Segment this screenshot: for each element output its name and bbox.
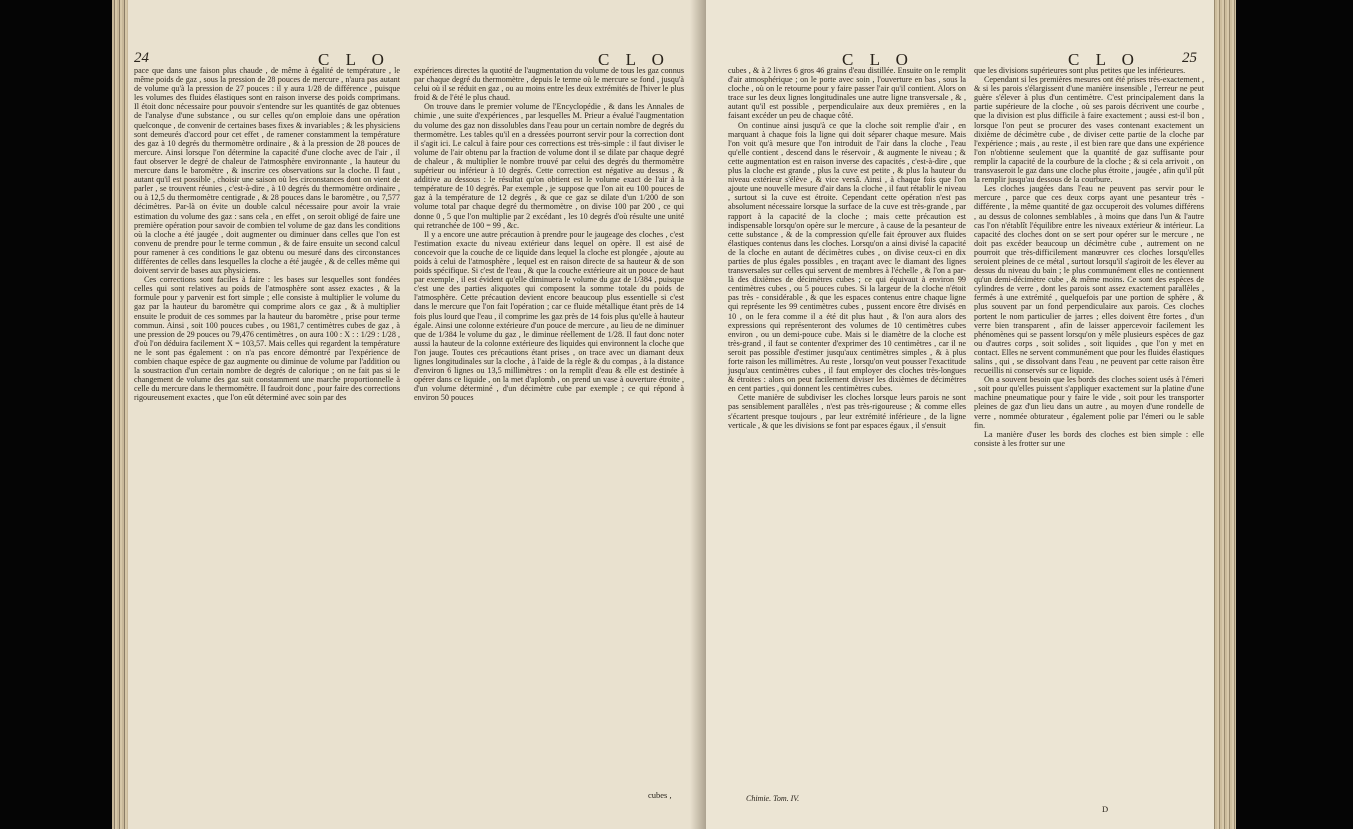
paragraph: On a souvent besoin que les bords des cloches soient usés à l'émeri , soit pour qu'elles puissent s'appliquer exactement sur la platine d'une machine pneumatique pour y faire le vide , soit pour les transporter pleines de gaz d'un lieu dans un autre , au moyen d'une rondelle de verre , nommée obturateur , également polie par l'émeri ou le sable fin. xyxy=(974,375,1204,430)
right-running-head-2: C L O xyxy=(1068,50,1140,69)
paragraph: Il y a encore une autre précaution à prendre pour le jaugeage des cloches , c'est l'estimation exacte du niveau extérieur dans lequel on opère. Il est aisé de concevoir que la couche de ce liquide dans lequel la cloche est plongée , ajoute au poids à celui de l'atmosphère , lequel est en raison directe de sa hauteur & de son poids spécifique. Si c'est de l'eau , & que la couche extérieure ait un pouce de haut par exemple , il est évident qu'elle diminuera le volume du gaz de 1/384 , puisque c'est une des parties aliquotes qui composent la somme totale du poids de l'atmosphère. Cette précaution devient encore beaucoup plus essentielle si c'est dans le mercure que l'on fait l'opération ; car ce fluide métallique étant près de 14 fois plus lourd que l'eau , il comprime les gaz près de 14 fois plus qu'elle à hauteur égale. Ainsi une colonne extérieure d'un pouce de mercure , au lieu de ne diminuer que de 1/384 le volume du gaz , le diminue réellement de 1/28. Il faut donc noter aussi la hauteur de la colonne extérieure des liquides qui environnent la cloche que l'on jauge. Toutes ces précautions étant prises , on trace avec un diamant deux lignes longitudinales sur la cloche , à l'aide de la règle & du compas , à la distance d'environ 6 lignes ou 13,5 millimètres : on la remplit d'eau & elle est destinée à opérer dans ce liquide , on la met d'aplomb , on prend un vase à ouverture étroite , d'un volume déterminé , d'un décimètre cube par exemple ; ce qui répond à environ 50 pouces xyxy=(414,229,684,403)
right-page-column-1 xyxy=(728,66,966,430)
left-page-number: 24 xyxy=(134,50,149,66)
left-page-column-1 xyxy=(134,66,400,402)
right-page-number: 25 xyxy=(1182,50,1197,66)
paragraph: expériences directes la quotité de l'augmentation du volume de tous les gaz connus par chaque degré du thermomètre , depuis le terme où le mercure se fond , jusqu'à celui où il se réduit en gaz , ou au moins entre les deux extrémités de l'hiver le plus froid & de l'été le plus chaud. xyxy=(414,66,684,103)
paragraph: pace que dans une faison plus chaude , de même à égalité de température , le même poids de gaz , sous la pression de 28 pouces de mercure , n'aura pas autant de volume qu'à la pression de 27 pouces : il y aura 1/28 de différence , puisque les volumes des fluides élastiques sont en raison inverse des poids comprimans. Il étoit donc nécessaire pour pouvoir s'entendre sur les quantités de gaz obtenues de l'analyse d'une substance , ou sur celles qu'on emploie dans une opération quelconque , de convenir de certaines bases fixes & invariables ; & les physiciens sont demeurés d'accord pour cet effet , de ramener constamment la température des gaz à 10 degrés du thermomètre ordinaire , & à la pression de 28 pouces de mercure. Ainsi lorsque l'on détermine la capacité d'une cloche avec de l'air , il faut observer le degré de chaleur de l'atmosphère environnante , la hauteur du mercure dans le baromètre , & inscrire ces observations sur la cloche. Il faut , autant qu'il est possible , choisir une saison où les circonstances dont on vient de parler , se trouvent réunies , c'est-à-dire , à 10 degrés du thermomètre ordinaire , ou à 12,5 du thermomètre centigrade , & 28 pouces dans le baromètre , ou 7,577 décimètres. Par-là on évite un double calcul nécessaire pour avoir la vraie estimation du volume des gaz : sans cela , en effet , on seroit obligé de faire une première opération pour savoir de combien tel volume de gaz dans les conditions où la cloche a été jaugée , doit augmenter ou diminuer dans celles que l'on est convenu de prendre pour le terme commun , & de faire ensuite un second calcul pour ramener à ces conditions le gaz obtenu ou mesuré dans des circonstances différentes de celles dans lesquelles la cloche a été jaugée , & de celles même qui doivent servir de bases aux physiciens. xyxy=(134,66,400,276)
left-running-head-2: C L O xyxy=(598,50,670,69)
signature-mark: Chimie. Tom. IV. xyxy=(746,794,800,803)
paragraph: La manière d'user les bords des cloches est bien simple : elle consiste à les frotter sur une xyxy=(974,429,1204,448)
signature-letter: D xyxy=(1102,804,1109,814)
left-page xyxy=(128,0,707,829)
left-running-head-1: C L O xyxy=(318,50,390,69)
right-page-column-2 xyxy=(974,66,1204,448)
paragraph: Cependant si les premières mesures ont été prises très-exactement , & si les parois s'élargissent d'une manière insensible , l'erreur ne peut guère s'élever à plus d'un centimètre. C'est principalement dans la partie supérieure de la cloche , où ses parois décrivent une courbe , que la division est plus difficile à faire exactement ; aussi est-il bon , lorsque l'on peut se procurer des vases contenant exactement un dixième de décimètre cube , de diviser cette partie de la cloche par l'expérience ; mais , au reste , il est bien rare que dans une expérience l'on n'obtienne seulement que la quantité de gaz suffisante pour remplir la capacité de la courbure de la cloche ; & si cela arrivoit , on transvaseroit le gaz dans une cloche plus étroite , jaugée , afin qu'il pût la remplir jusqu'au dessous de la courbure. xyxy=(974,75,1204,185)
paragraph: que les divisions supérieures sont plus petites que les inférieures. xyxy=(974,66,1186,75)
catchword: cubes , xyxy=(648,790,672,800)
left-page-column-2 xyxy=(414,66,684,402)
paragraph: Cette manière de subdiviser les cloches lorsque leurs parois ne sont pas sensiblement parallèles , n'est pas très-rigoureuse ; & comme elles s'écartent presque toujours , par leur extrémité inférieure , de la ligne verticale , & que les divisions se font par espaces égaux , il s'ensuit xyxy=(728,393,966,430)
paragraph: On continue ainsi jusqu'à ce que la cloche soit remplie d'air , en marquant à chaque fois la ligne qui doit séparer chaque mesure. Mais l'on voit qu'à mesure que l'on introduit de l'air dans la cloche , l'eau qu'elle contient , descend dans le réservoir , & augmente le niveau ; & cette augmentation est en raison inverse des capacités , c'est-à-dire , que plus la cloche est grande , plus la cuve est petite , & plus la hauteur du niveau extérieur s'élève , & vice versâ. Ainsi , à chaque fois que l'on ajoute une nouvelle mesure d'air dans la cloche , il faut rétablir le niveau , surtout si la cuve est étroite. Cependant cette opération n'est pas absolument nécessaire lorsque la surface de la cuve est très-grande , par rapport à la capacité de la cloche ; mais cette précaution est indispensable lorsqu'on opère sur le mercure , à cause de la pesanteur de cette substance , & de la compression qu'elle fait éprouver aux fluides élastiques contenus dans les cloches. Lorsqu'on a ainsi divisé la capacité de la cloche en autant de décimètres cubes , on divise ceux-ci en dix parties de plus égales possibles , en traçant avec le diamant des lignes transversales sur celles qui servent de membres à l'échelle , & l'on a par-là des dixièmes de décimètres cubes ; ce qui équivaut à environ 99 centimètres cubes , ou 5 pouces cubes. Si la largeur de la cloche n'étoit pas très - considérable , & que les espaces contenus entre chaque ligne qui représente les 99 centimètres cubes , pussent encore être divisés en 10 , on le fera comme il a été dit plus haut , & l'on aura alors des expressions qui représenteront des volumes de 10 centimètres cubes environ , ou un demi-pouce cube. Mais si le diamètre de la cloche est très-grand , il faut se contenter d'exprimer des 10 centimètres , car il ne seroit pas possible d'estimer jusqu'aux centimètres simples , & à plus forte raison les millimètres. Au reste , lorsqu'on veut pousser l'exactitude jusqu'aux centimètres cubes , il faut employer des cloches très-longues & étroites : alors on peut facilement diviser les dixièmes de décimètres en cent parties , qui donnent les centimètres cubes. xyxy=(728,120,966,394)
paragraph: Ces corrections sont faciles à faire : les bases sur lesquelles sont fondées celles qui sont relatives au poids de l'atmosphère sont assez exactes , & la formule pour y parvenir est fort simple ; elle consiste à multiplier le volume du gaz par la hauteur du baromètre qui comprime alors ce gaz , & à multiplier ensuite le produit de ces sommes par la hauteur du baromètre , prise pour terme commun. Ainsi , soit 100 pouces cubes , ou 1981,7 centimètres cubes de gaz , à une pression de 29 pouces ou 79,476 centimètres , on aura 100 : X : : 1/29 : 1/28 , d'où l'on déduira facilement X = 103,57. Mais celles qui regardent la température ne le sont pas également : on n'a pas encore démontré par l'expérience de combien chaque espèce de gaz augmente ou diminue de volume par l'addition ou la soustraction d'un certain nombre de degrés de calorique ; on ne fait pas si le changement de volume des gaz suit constamment une marche proportionnelle à celle du mercure dans le thermomètre. Il faudroit donc , pour faire des corrections rigoureusement exactes , que l'on eût déterminé avec soin par des xyxy=(134,275,400,403)
paragraph: cubes , & à 2 livres 6 gros 46 grains d'eau distillée. Ensuite on le remplit d'air atmosphérique ; on le porte avec soin , l'ouverture en bas , sous la cloche , où on le retourne pour y faire passer l'air qu'il contient. Alors on trace sur les deux lignes longitudinales une autre ligne transversale , & , autant qu'il est possible , perpendiculaire aux deux premières , en la faisant excéder un peu de chaque côté. xyxy=(728,66,966,121)
right-page xyxy=(706,0,1214,829)
page-edges-right xyxy=(1212,0,1236,829)
paragraph: On trouve dans le premier volume de l'Encyclopédie , & dans les Annales de chimie , une suite d'expériences , par lesquelles M. Prieur a évalué l'augmentation du volume des gaz non dissolubles dans l'eau pour un certain nombre de degrés du thermomètre. Les tables qu'il en a dressées pourront servir pour la correction dont il s'agit ici. Le calcul à faire pour ces corrections est très-simple : il faut diviser le volume de l'air obtenu par la fraction de volume dont il se dilate par chaque degré de chaleur , & multiplier le nombre trouvé par celui des degrés du thermomètre supérieur ou inférieur à 10 degrés. Cette correction est négative au dessus , & additive au dessous : le résultat qu'on obtient est le volume exact de l'air à la température de 10 degrés. Par exemple , je suppose que l'on ait eu 100 pouces de gaz à la température de 12 degrés , & que ce gaz se dilate d'un 1/200 de son volume total par chaque degré du thermomètre , on divise 100 par 200 , ce qui donne 0 , 5 que l'on multiplie par 2 excédant , les 10 degrés d'où résulte une unité qui retranchée de 100 = 99 , &c. xyxy=(414,102,684,230)
paragraph: Les cloches jaugées dans l'eau ne peuvent pas servir pour le mercure , parce que ces deux corps ayant une pesanteur très - différente , la même quantité de gaz occuperoit des volumes différens , au dessus de colonnes semblables , à moins que dans l'un & l'autre cas l'on n'établît l'équilibre entre les niveaux extérieur & intérieur. La capacité des cloches dont on se sert pour opérer sur le mercure , ne doit pas excéder beaucoup un décimètre cube , autrement on ne pourroit que très-difficilement manœuvrer ces cloches lorsqu'elles seroient pleines de ce métal , surtout lorsqu'il s'agiroit de les élever au dessus du niveau du bain ; le plus communément elles ne contiennent qu'un demi-décimètre cube , & même moins. Ce sont des espèces de cylindres de verre , dont les parois sont assez exactement parallèles , fermés à une extrémité , quelquefois par une portion de sphère , & plus souvent par un fond perpendiculaire aux parois. Ces cloches portent le nom particulier de jarres ; elles doivent être fortes , d'un verre bien transparent , afin de laisser appercevoir facilement les phénomènes qui se passent lorsqu'on y mêle plusieurs espèces de gaz ou d'autres corps , soit solides , soit liquides , que l'on y met en contact. Elles ne servent communément que pour les fluides élastiques salins , qui , se dissolvant dans l'eau , ne peuvent par cette raison être recueillis ni conservés sur ce liquide. xyxy=(974,184,1204,376)
right-running-head-1: C L O xyxy=(842,50,914,69)
